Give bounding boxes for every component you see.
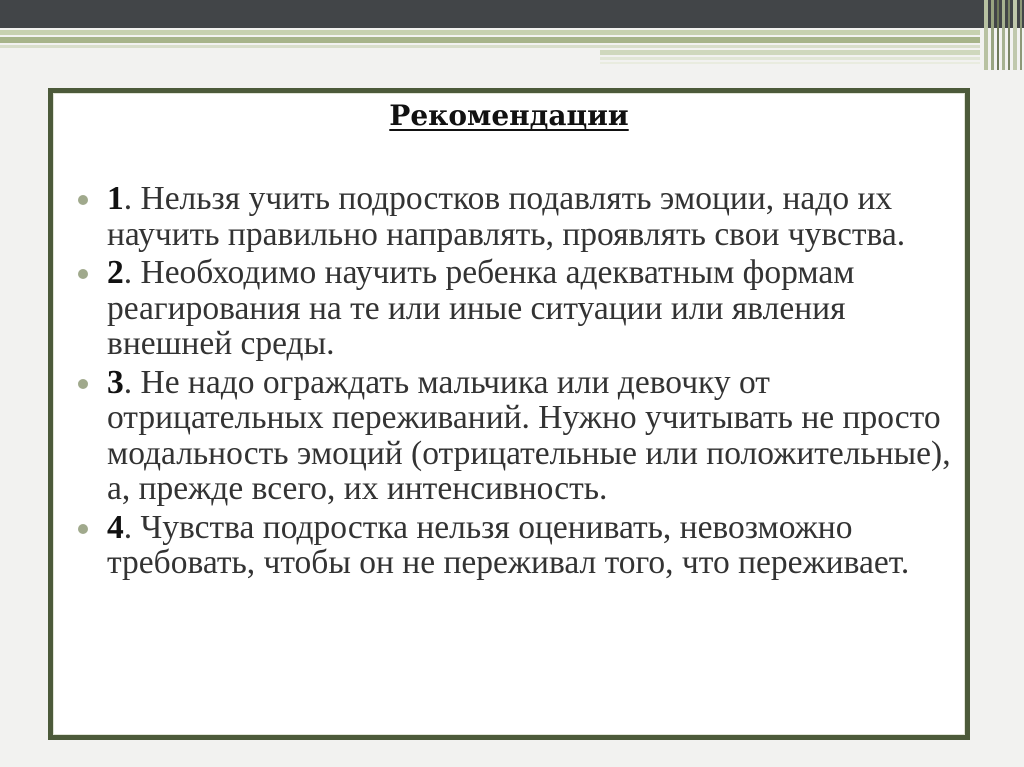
recommendation-item-1 <box>75 181 955 252</box>
recommendation-text: . Не надо ограждать мальчика или девочку от отрицательных переживаний. Нужно учитывать не просто модальность эмоций (отрицательные или положительные), а, прежде всего, их интенсивность. <box>107 363 951 507</box>
recommendation-item-2 <box>75 255 955 362</box>
top-decorative-bar <box>0 0 1024 28</box>
recommendation-item-4 <box>75 510 955 581</box>
recommendation-text: . Чувства подростка нельзя оценивать, невозможно требовать, чтобы он не переживал того, что переживает. <box>107 508 910 581</box>
recommendation-item-3 <box>75 365 955 507</box>
bullet-icon <box>78 524 88 534</box>
decorative-stripes <box>0 28 1024 68</box>
bullet-icon <box>78 195 88 205</box>
bullet-icon <box>78 379 88 389</box>
recommendation-text: . Нельзя учить подростков подавлять эмоции, надо их научить правильно направлять, проявлять свои чувства. <box>107 180 906 253</box>
recommendation-number: 1 <box>107 180 124 217</box>
recommendation-number: 3 <box>107 363 124 401</box>
recommendation-number: 4 <box>107 508 124 546</box>
slide-content-frame <box>48 88 970 740</box>
decorative-edge-stripes <box>982 0 1024 70</box>
recommendation-list <box>75 181 955 584</box>
recommendation-number: 2 <box>107 254 124 291</box>
bullet-icon <box>78 269 88 279</box>
recommendation-text: . Необходимо научить ребенка адекватным формам реагирования на те или иные ситуации или явления внешней среды. <box>107 254 855 362</box>
slide-title: Рекомендации <box>389 99 629 132</box>
